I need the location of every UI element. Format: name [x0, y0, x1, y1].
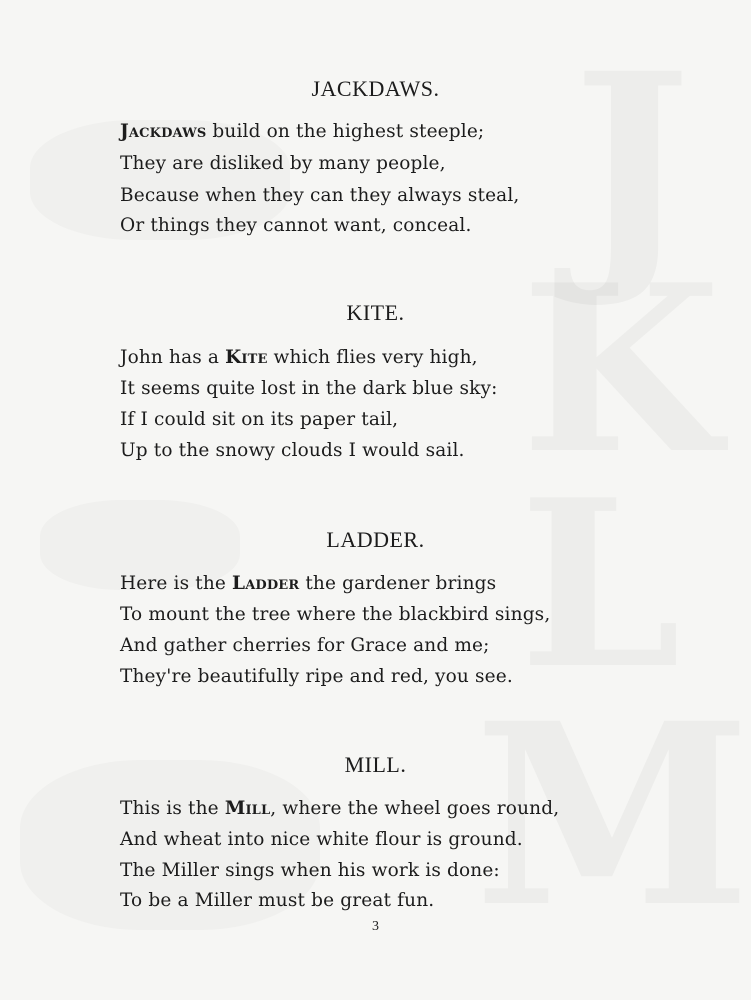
keyword: Jackdaws [120, 121, 207, 142]
poem-line: It seems quite lost in the dark blue sky: [120, 378, 498, 399]
poem-line: Jackdaws build on the highest steeple; [120, 121, 485, 142]
poem-line: To be a Miller must be great fun. [120, 890, 435, 911]
poem-line: They are disliked by many people, [120, 153, 446, 174]
faded-letter-k-illustration [521, 255, 721, 485]
poem-line: This is the Mill, where the wheel goes round, [120, 798, 560, 819]
poem-line: To mount the tree where the blackbird sings, [120, 604, 551, 625]
section-heading: MILL. [344, 752, 407, 777]
keyword: Ladder [232, 573, 300, 594]
section-heading: JACKDAWS. [311, 76, 440, 101]
keyword: Mill [224, 798, 271, 819]
poem-line: If I could sit on its paper tail, [120, 409, 399, 430]
poem-line: Because when they can they always steal, [120, 185, 520, 206]
page-number: 3 [372, 919, 379, 934]
poem-line: Here is the Ladder the gardener brings [120, 573, 497, 594]
poem-line: Or things they cannot want, conceal. [120, 215, 472, 236]
poem-line: John has a Kite which flies very high, [120, 347, 478, 368]
poem-line: They're beautifully ripe and red, you see. [120, 666, 513, 687]
keyword: Kite [225, 347, 268, 368]
poem-line: And gather cherries for Grace and me; [120, 635, 490, 656]
poem-line: Up to the snowy clouds I would sail. [120, 440, 465, 461]
poem-line: And wheat into nice white flour is ground. [120, 829, 523, 850]
section-heading: KITE. [346, 300, 405, 325]
section-heading: LADDER. [326, 527, 425, 552]
poem-line: The Miller sings when his work is done: [120, 860, 500, 881]
faded-letter-l-illustration [519, 470, 681, 700]
